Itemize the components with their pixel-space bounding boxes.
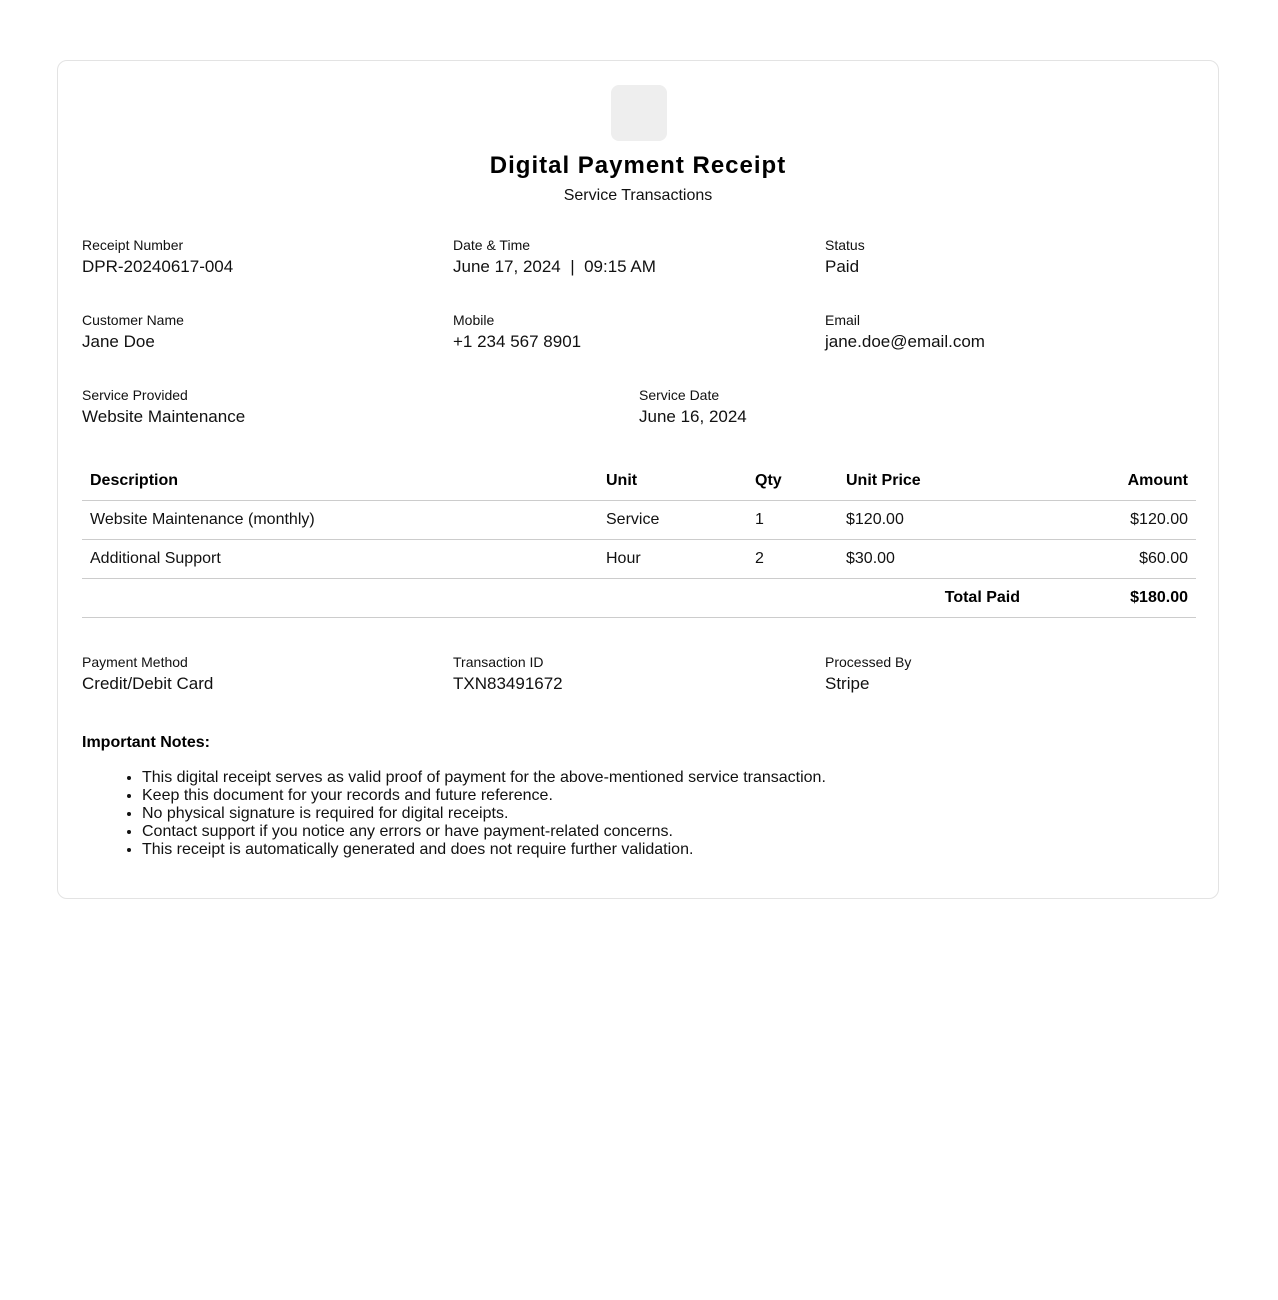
table-row: [82, 540, 1196, 579]
list-item: • Keep this document for your records and future reference.: [142, 787, 826, 805]
customer-name-value: Jane Doe: [82, 332, 155, 351]
status-field: [825, 237, 865, 277]
mobile-field: [453, 312, 581, 352]
row-description: Website Maintenance (monthly): [82, 501, 598, 540]
header-qty: Qty: [747, 461, 838, 501]
email-label: Email: [825, 312, 861, 328]
page-title: Digital Payment Receipt: [489, 152, 787, 179]
transaction-id-label: Transaction ID: [453, 654, 544, 670]
list-item: • This digital receipt serves as valid proof of payment for the above-mentioned service transaction.: [142, 769, 826, 787]
payment-method-field: [82, 654, 213, 694]
row-unit-price: $30.00: [838, 540, 1044, 579]
total-value: $180.00: [1044, 579, 1196, 618]
receipt-card: [57, 60, 1219, 899]
datetime-field: [453, 237, 656, 277]
receipt-number-field: [82, 237, 233, 277]
service-date-field: [639, 387, 747, 427]
header-unit-price: Unit Price: [838, 461, 1044, 501]
status-label: Status: [825, 237, 865, 253]
notes-list: [82, 769, 826, 859]
row-unit: Service: [598, 501, 747, 540]
service-provided-value: Website Maintenance: [82, 407, 246, 426]
mobile-value: +1 234 567 8901: [453, 332, 582, 351]
payment-method-label: Payment Method: [82, 654, 188, 670]
page-subtitle: Service Transactions: [563, 187, 713, 204]
processed-by-label: Processed By: [825, 654, 912, 670]
notes-title: Important Notes:: [82, 734, 210, 751]
transaction-id-field: [453, 654, 563, 694]
service-provided-field: [82, 387, 245, 427]
row-description: Additional Support: [82, 540, 598, 579]
list-item: • No physical signature is required for digital receipts.: [142, 805, 826, 823]
datetime-value: June 17, 2024 | 09:15 AM: [453, 257, 656, 276]
service-date-value: June 16, 2024: [639, 407, 747, 426]
row-amount: $120.00: [1044, 501, 1196, 540]
status-value: Paid: [825, 257, 860, 276]
email-field: [825, 312, 985, 352]
row-qty: 1: [747, 501, 838, 540]
row-unit: Hour: [598, 540, 747, 579]
service-provided-label: Service Provided: [82, 387, 188, 403]
mobile-label: Mobile: [453, 312, 495, 328]
list-item: • This receipt is automatically generated and does not require further validation.: [142, 841, 826, 859]
list-item: • Contact support if you notice any errors or have payment-related concerns.: [142, 823, 826, 841]
row-amount: $60.00: [1044, 540, 1196, 579]
total-label: Total Paid: [838, 579, 1044, 618]
row-unit-price: $120.00: [838, 501, 1044, 540]
total-row: [82, 579, 1196, 618]
payment-method-value: Credit/Debit Card: [82, 674, 214, 693]
processed-by-value: Stripe: [825, 674, 870, 693]
logo-placeholder: [611, 85, 667, 141]
items-table: [82, 461, 1196, 618]
total-spacer: [82, 579, 838, 618]
receipt-number-label: Receipt Number: [82, 237, 184, 253]
customer-name-label: Customer Name: [82, 312, 184, 328]
processed-by-field: [825, 654, 911, 694]
header-description: Description: [82, 461, 598, 501]
email-value: jane.doe@email.com: [825, 332, 985, 351]
service-date-label: Service Date: [639, 387, 720, 403]
receipt-number-value: DPR-20240617-004: [82, 257, 234, 276]
table-row: [82, 501, 1196, 540]
header-amount: Amount: [1044, 461, 1196, 501]
row-qty: 2: [747, 540, 838, 579]
table-header-row: [82, 461, 1196, 501]
transaction-id-value: TXN83491672: [453, 674, 563, 693]
header-unit: Unit: [598, 461, 747, 501]
datetime-label: Date & Time: [453, 237, 531, 253]
customer-name-field: [82, 312, 184, 352]
